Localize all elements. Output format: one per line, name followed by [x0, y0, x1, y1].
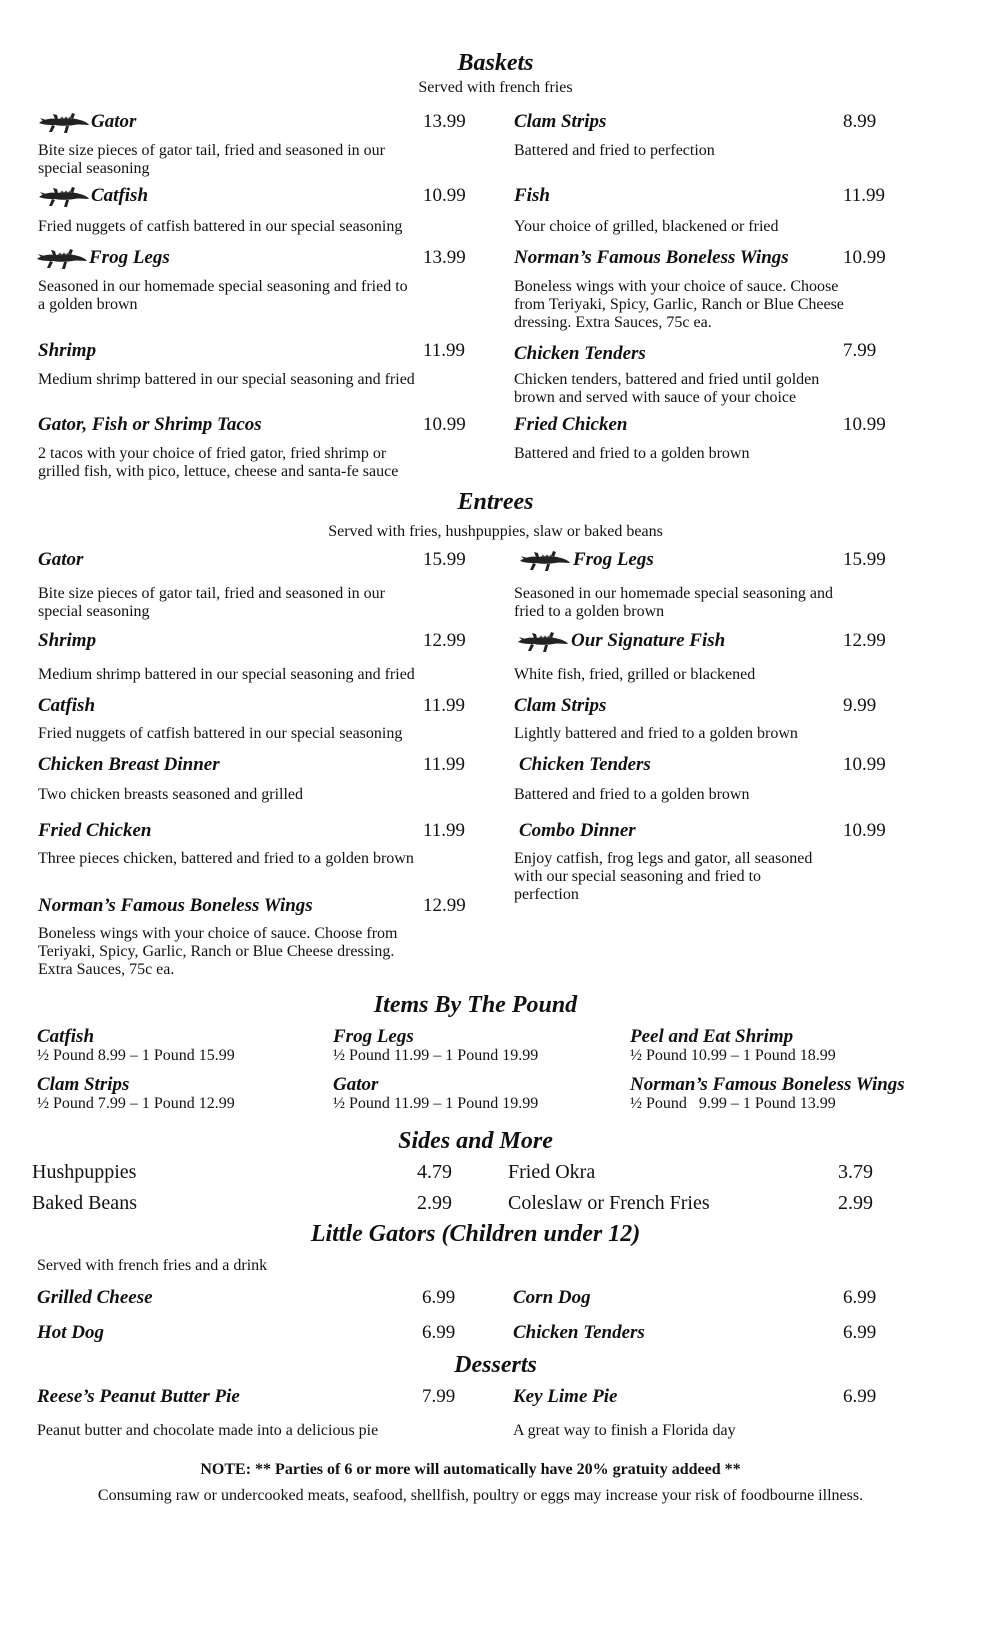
pound-item-price: ½ Pound 10.99 – 1 Pound 18.99 [630, 1047, 836, 1064]
baskets-title: Baskets [457, 50, 534, 76]
entree-item-price: 15.99 [423, 549, 466, 570]
entree-item-price: 9.99 [843, 695, 877, 716]
entree-item-desc: Seasoned in our homemade special seasoning and fried to a golden brown [514, 585, 834, 620]
alligator-icon [38, 182, 90, 210]
basket-item-price: 10.99 [843, 247, 886, 268]
entree-item-price: 12.99 [423, 630, 466, 651]
basket-item-name: Chicken Tenders [514, 343, 646, 364]
basket-item-price: 10.99 [423, 414, 466, 435]
alligator-icon [36, 244, 88, 272]
side-item-price: 3.79 [838, 1161, 873, 1183]
entree-item-desc: Battered and fried to a golden brown [514, 786, 750, 803]
basket-item-name: Catfish [91, 185, 149, 206]
pound-item-name: Frog Legs [333, 1026, 414, 1047]
baskets-subtitle: Served with french fries [418, 79, 573, 96]
entree-item-desc: Lightly battered and fried to a golden brown [514, 725, 798, 742]
entree-item-desc: Enjoy catfish, frog legs and gator, all seasoned with our special seasoning and fried to perfection [514, 850, 813, 903]
kids-item-price: 6.99 [843, 1287, 877, 1308]
pound-title: Items By The Pound [373, 992, 578, 1018]
basket-item-desc: Bite size pieces of gator tail, fried and seasoned in our special seasoning [38, 142, 385, 177]
side-item-price: 2.99 [417, 1192, 452, 1214]
basket-item-desc: Your choice of grilled, blackened or fried [514, 218, 779, 235]
dessert-item-name: Reese’s Peanut Butter Pie [37, 1386, 240, 1407]
basket-item-name: Fish [514, 185, 550, 206]
basket-item-price: 7.99 [843, 340, 877, 361]
entree-item-desc: Bite size pieces of gator tail, fried and seasoned in our special seasoning [38, 585, 385, 620]
alligator-icon [38, 108, 90, 136]
basket-item-desc: Boneless wings with your choice of sauce. Choose from Teriyaki, Spicy, Garlic, Ranch or Blue Cheese dressing. Extra Sauces, 75c ea. [514, 278, 844, 331]
basket-item-price: 11.99 [843, 185, 886, 206]
kids-item-name: Grilled Cheese [37, 1287, 153, 1308]
entree-item-desc: Fried nuggets of catfish battered in our special seasoning [38, 725, 403, 742]
entree-item-name: Our Signature Fish [571, 630, 726, 651]
side-item-name: Coleslaw or French Fries [508, 1192, 710, 1214]
kids-item-price: 6.99 [422, 1322, 456, 1343]
basket-item-desc: Battered and fried to a golden brown [514, 445, 750, 462]
food-safety-warning: Consuming raw or undercooked meats, seafood, shellfish, poultry or eggs may increase your risk of foodbourne illness. [97, 1487, 864, 1504]
dessert-item-name: Key Lime Pie [513, 1386, 618, 1407]
basket-item-price: 10.99 [423, 185, 466, 206]
basket-item-desc: Seasoned in our homemade special seasoning and fried to a golden brown [38, 278, 408, 313]
kids-item-name: Hot Dog [37, 1322, 105, 1343]
dessert-item-desc: A great way to finish a Florida day [513, 1422, 736, 1439]
dessert-item-price: 6.99 [843, 1386, 877, 1407]
basket-item-name: Shrimp [38, 340, 97, 361]
entree-item-name: Gator [38, 549, 84, 570]
entree-item-name: Combo Dinner [519, 820, 636, 841]
kids-item-name: Corn Dog [513, 1287, 591, 1308]
entrees-title: Entrees [457, 489, 534, 515]
entree-item-price: 10.99 [843, 754, 886, 775]
kids-title: Little Gators (Children under 12) [310, 1221, 641, 1247]
basket-item-desc: Medium shrimp battered in our special seasoning and fried [38, 371, 415, 388]
kids-item-price: 6.99 [843, 1322, 877, 1343]
entree-item-desc: Three pieces chicken, battered and fried to a golden brown [38, 850, 414, 867]
pound-item-price: ½ Pound 11.99 – 1 Pound 19.99 [333, 1095, 539, 1112]
basket-item-desc: Fried nuggets of catfish battered in our special seasoning [38, 218, 403, 235]
kids-item-price: 6.99 [422, 1287, 456, 1308]
basket-item-name: Gator, Fish or Shrimp Tacos [38, 414, 262, 435]
alligator-icon [519, 546, 571, 574]
basket-item-desc: 2 tacos with your choice of fried gator, fried shrimp or grilled fish, with pico, lettuce, cheese and santa-fe sauce [38, 445, 399, 480]
basket-item-desc: Battered and fried to perfection [514, 142, 715, 159]
side-item-name: Baked Beans [32, 1192, 137, 1214]
basket-item-name: Gator [91, 111, 137, 132]
entree-item-name: Norman’s Famous Boneless Wings [38, 895, 313, 916]
pound-item-name: Peel and Eat Shrimp [630, 1026, 794, 1047]
basket-item-name: Frog Legs [89, 247, 170, 268]
pound-item-price: ½ Pound 8.99 – 1 Pound 15.99 [37, 1047, 235, 1064]
entree-item-name: Chicken Breast Dinner [38, 754, 220, 775]
entree-item-price: 12.99 [843, 630, 886, 651]
desserts-title: Desserts [454, 1352, 537, 1378]
basket-item-name: Fried Chicken [514, 414, 628, 435]
pound-item-name: Catfish [37, 1026, 95, 1047]
entree-item-desc: Medium shrimp battered in our special seasoning and fried [38, 666, 415, 683]
kids-item-name: Chicken Tenders [513, 1322, 645, 1343]
entree-item-price: 11.99 [423, 754, 466, 775]
side-item-name: Fried Okra [508, 1161, 596, 1183]
entree-item-name: Chicken Tenders [519, 754, 651, 775]
pound-item-price: ½ Pound 11.99 – 1 Pound 19.99 [333, 1047, 539, 1064]
basket-item-price: 13.99 [423, 111, 466, 132]
dessert-item-desc: Peanut butter and chocolate made into a delicious pie [37, 1422, 379, 1439]
entree-item-desc: Two chicken breasts seasoned and grilled [38, 786, 304, 803]
entree-item-name: Clam Strips [514, 695, 607, 716]
gratuity-note: NOTE: ** Parties of 6 or more will automatically have 20% gratuity addeed ** [200, 1461, 741, 1478]
basket-item-name: Clam Strips [514, 111, 607, 132]
entree-item-name: Shrimp [38, 630, 97, 651]
entree-item-name: Frog Legs [573, 549, 654, 570]
basket-item-price: 11.99 [423, 340, 466, 361]
entree-item-price: 11.99 [423, 820, 466, 841]
side-item-name: Hushpuppies [32, 1161, 137, 1183]
basket-item-name: Norman’s Famous Boneless Wings [514, 247, 789, 268]
entree-item-desc: Boneless wings with your choice of sauce. Choose from Teriyaki, Spicy, Garlic, Ranch or Blue Cheese dressing. Extra Sauces, 75c ea. [38, 925, 398, 978]
entree-item-desc: White fish, fried, grilled or blackened [514, 666, 756, 683]
basket-item-price: 8.99 [843, 111, 877, 132]
entree-item-name: Catfish [38, 695, 96, 716]
pound-item-price: ½ Pound 7.99 – 1 Pound 12.99 [37, 1095, 235, 1112]
side-item-price: 2.99 [838, 1192, 873, 1214]
dessert-item-price: 7.99 [422, 1386, 456, 1407]
alligator-icon [517, 627, 569, 655]
basket-item-price: 13.99 [423, 247, 466, 268]
entree-item-price: 11.99 [423, 695, 466, 716]
kids-subtitle: Served with french fries and a drink [37, 1257, 268, 1274]
sides-title: Sides and More [398, 1128, 553, 1154]
entree-item-price: 12.99 [423, 895, 466, 916]
pound-item-name: Norman’s Famous Boneless Wings [630, 1074, 905, 1095]
side-item-price: 4.79 [417, 1161, 452, 1183]
entrees-subtitle: Served with fries, hushpuppies, slaw or baked beans [328, 523, 663, 540]
entree-item-price: 15.99 [843, 549, 886, 570]
entree-item-price: 10.99 [843, 820, 886, 841]
pound-item-name: Clam Strips [37, 1074, 130, 1095]
basket-item-price: 10.99 [843, 414, 886, 435]
pound-item-price: ½ Pound 9.99 – 1 Pound 13.99 [630, 1095, 836, 1112]
basket-item-desc: Chicken tenders, battered and fried until golden brown and served with sauce of your choice [514, 371, 820, 406]
entree-item-name: Fried Chicken [38, 820, 152, 841]
pound-item-name: Gator [333, 1074, 379, 1095]
